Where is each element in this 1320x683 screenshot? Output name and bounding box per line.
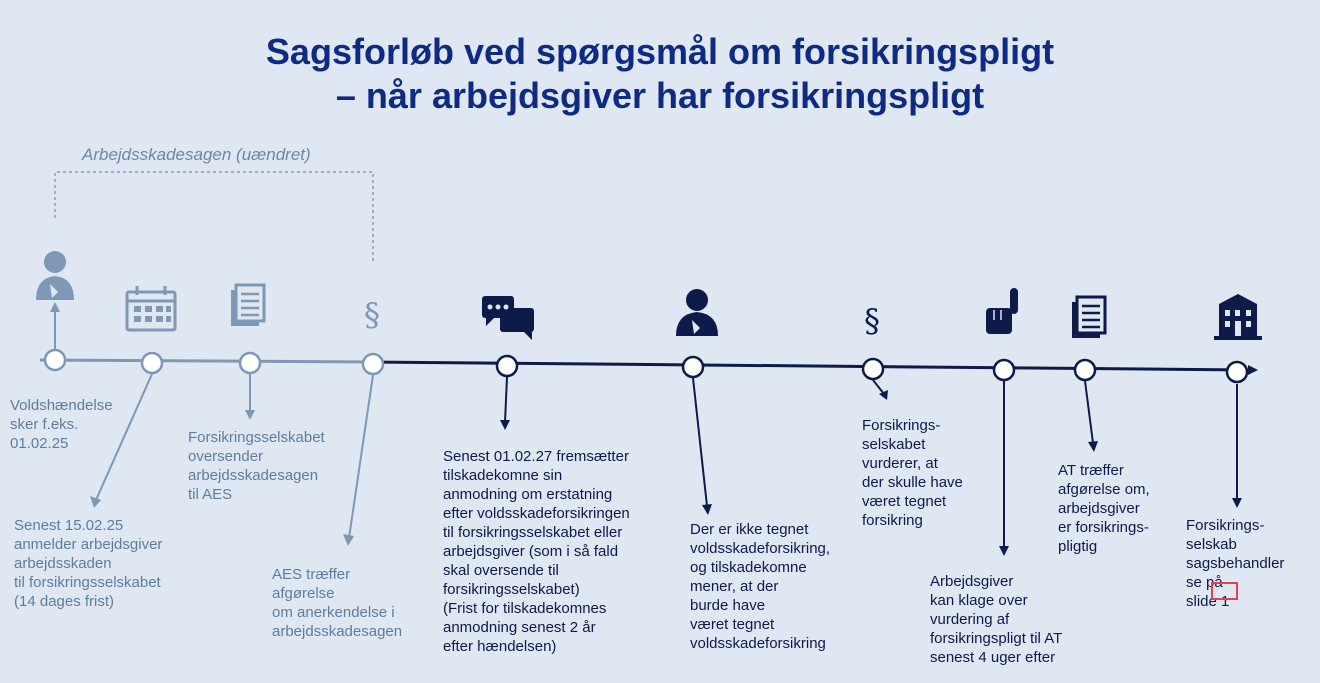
document-icon <box>231 285 264 326</box>
timeline-node-6 <box>683 357 703 377</box>
step-4-text: AES træffer afgørelse om anerkendelse i arbejdsskadesagen <box>272 566 403 640</box>
timeline-node-5 <box>497 356 517 376</box>
step-1-text: Voldshændelse sker f.eks. 01.02.25 <box>10 397 113 452</box>
step-5-text: Senest 01.02.27 fremsætter tilskadekomne sin anmodning om erstatning efter voldsskadeforsikringen til forsikringsselskabet eller arbejdsgiver (som i så fald skal oversende til forsikringsselskabet) (Frist for tilskadekomnes anmodning senest 2 år efter hændelsen) <box>443 448 630 655</box>
connector-5-arrow <box>500 420 510 430</box>
connector-6 <box>693 378 707 506</box>
timeline-faded-segment <box>40 360 373 362</box>
step-9-text: AT træffer afgørelse om, arbejdsgiver er forsikrings- pligtig <box>1058 462 1150 555</box>
connector-6-arrow <box>702 504 712 515</box>
hand-pointer-icon <box>986 288 1018 334</box>
connector-4-arrow <box>343 534 354 546</box>
timeline-node-8 <box>994 360 1014 380</box>
title-line-1: Sagsforløb ved spørgsmål om forsikringspligt <box>265 31 1055 72</box>
step-3-text: Forsikringsselskabet oversender arbejdsskadesagen til AES <box>188 429 325 503</box>
timeline-arrowhead <box>1248 365 1258 375</box>
timeline-node-9 <box>1075 360 1095 380</box>
highlight-box <box>1211 582 1238 600</box>
building-icon <box>1214 294 1262 340</box>
connector-10-arrow <box>1232 498 1242 508</box>
person-icon <box>676 289 718 336</box>
connector-7 <box>873 380 884 394</box>
connector-7-arrow <box>879 390 888 400</box>
step-7-text: Forsikrings- selskabet vurderer, at der skulle have været tegnet forsikring <box>862 417 963 529</box>
person-icon <box>36 251 74 300</box>
bracket-line <box>55 172 373 262</box>
timeline-node-2 <box>142 353 162 373</box>
paragraph-icon: § <box>364 296 380 334</box>
step-2-text: Senest 15.02.25 anmelder arbejdsgiver arbejdsskaden til forsikringsselskabet (14 dages frist) <box>14 517 163 610</box>
bracket-label: Arbejdsskadesagen (uændret) <box>82 145 311 164</box>
connector-9 <box>1085 381 1093 443</box>
connector-2-arrow <box>90 496 101 508</box>
timeline-node-10 <box>1227 362 1247 382</box>
connector-4 <box>349 375 373 538</box>
paragraph-icon: § <box>864 302 880 340</box>
timeline-node-7 <box>863 359 883 379</box>
step-6-text: Der er ikke tegnet voldsskadeforsikring, og tilskadekomne mener, at der burde have været tegnet voldsskadeforsikring <box>690 521 831 652</box>
document-icon <box>1072 297 1105 338</box>
timeline-node-3 <box>240 353 260 373</box>
connector-9-arrow <box>1088 441 1098 452</box>
step-10-text: Forsikrings- selskab sagsbehandler se på slide 1 <box>1186 517 1285 610</box>
step-8-text: Arbejdsgiver kan klage over vurdering af forsikringspligt til AT senest 4 uger efter <box>930 573 1063 666</box>
title-line-2: – når arbejdsgiver har forsikringspligt <box>335 75 985 116</box>
connector-5 <box>505 377 507 422</box>
timeline-node-1 <box>45 350 65 370</box>
connector-8-arrow <box>999 546 1009 556</box>
chat-icon <box>482 296 534 340</box>
timeline-node-4 <box>363 354 383 374</box>
connector-1-arrow <box>50 302 60 312</box>
connector-3-arrow <box>245 410 255 420</box>
